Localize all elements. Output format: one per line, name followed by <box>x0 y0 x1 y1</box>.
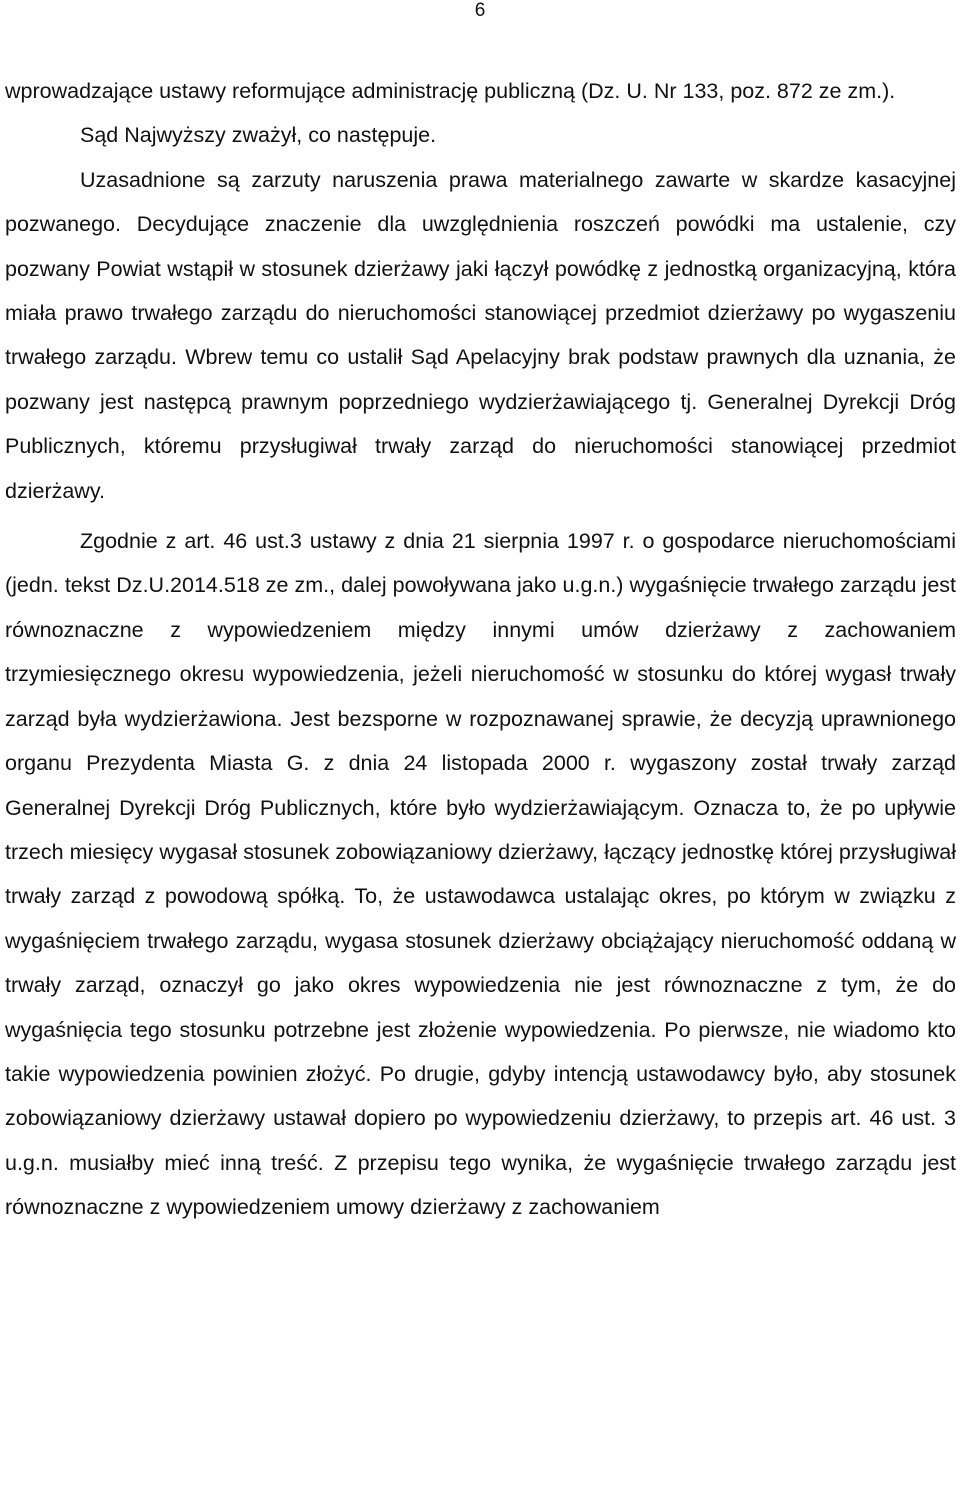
paragraph-court-considered: Sąd Najwyższy zważył, co następuje. <box>80 123 437 148</box>
paragraph-grounds: Uzasadnione są zarzuty naruszenia prawa materialnego zawarte w skardze kasacyjnej pozwanego. Decydujące znaczenie dla uwzględnienia roszczeń powódki ma ustalenie, czy pozwany Powiat wstąpił w stosunek dzierżawy jaki łączył powódkę z jednostką organizacyjną, która miała prawo trwałego zarządu do nieruchomości stanowiącej przedmiot dzierżawy po wygaszeniu trwałego zarządu. Wbrew temu co ustalił Sąd Apelacyjny brak podstaw prawnych dla uznania, że pozwany jest następcą prawnym poprzedniego wydzierżawiającego tj. Generalnej Dyrekcji Dróg Publicznych, któremu przysługiwał trwały zarząd do nieruchomości stanowiącej przedmiot dzierżawy. <box>5 167 956 503</box>
page-number: 6 <box>474 0 486 21</box>
document-body <box>5 69 956 1230</box>
paragraph-legal-basis: Zgodnie z art. 46 ust.3 ustawy z dnia 21 sierpnia 1997 r. o gospodarce nieruchomościami (jedn. tekst Dz.U.2014.518 ze zm., dalej powoływana jako u.g.n.) wygaśnięcie trwałego zarządu jest równoznaczne z wypowiedzeniem między innymi umów dzierżawy z zachowaniem trzymiesięcznego okresu wypowiedzenia, jeżeli nieruchomość w stosunku do której wygasł trwały zarząd była wydzierżawiona. Jest bezsporne w rozpoznawanej sprawie, że decyzją uprawnionego organu Prezydenta Miasta G. z dnia 24 listopada 2000 r. wygaszony został trwały zarząd Generalnej Dyrekcji Dróg Publicznych, które było wydzierżawiającym. Oznacza to, że po upływie trzech miesięcy wygasał stosunek zobowiązaniowy dzierżawy, łączący jednostkę której przysługiwał trwały zarząd z powodową spółką. To, że ustawodawca ustalając okres, po którym w związku z wygaśnięciem trwałego zarządu, wygasa stosunek dzierżawy obciążający nieruchomość oddaną w trwały zarząd, oznaczył go jako okres wypowiedzenia nie jest równoznaczne z tym, że do wygaśnięcia tego stosunku potrzebne jest złożenie wypowiedzenia. Po pierwsze, nie wiadomo kto takie wypowiedzenia powinien złożyć. Po drugie, gdyby intencją ustawodawcy było, aby stosunek zobowiązaniowy dzierżawy ustawał dopiero po wypowiedzeniu dzierżawy, to przepis art. 46 ust. 3 u.g.n. musiałby mieć inną treść. Z przepisu tego wynika, że wygaśnięcie trwałego zarządu jest równoznaczne z wypowiedzeniem umowy dzierżawy z zachowaniem <box>5 529 956 1220</box>
paragraph-continuation: wprowadzające ustawy reformujące administrację publiczną (Dz. U. Nr 133, poz. 872 ze zm.). <box>5 79 896 103</box>
